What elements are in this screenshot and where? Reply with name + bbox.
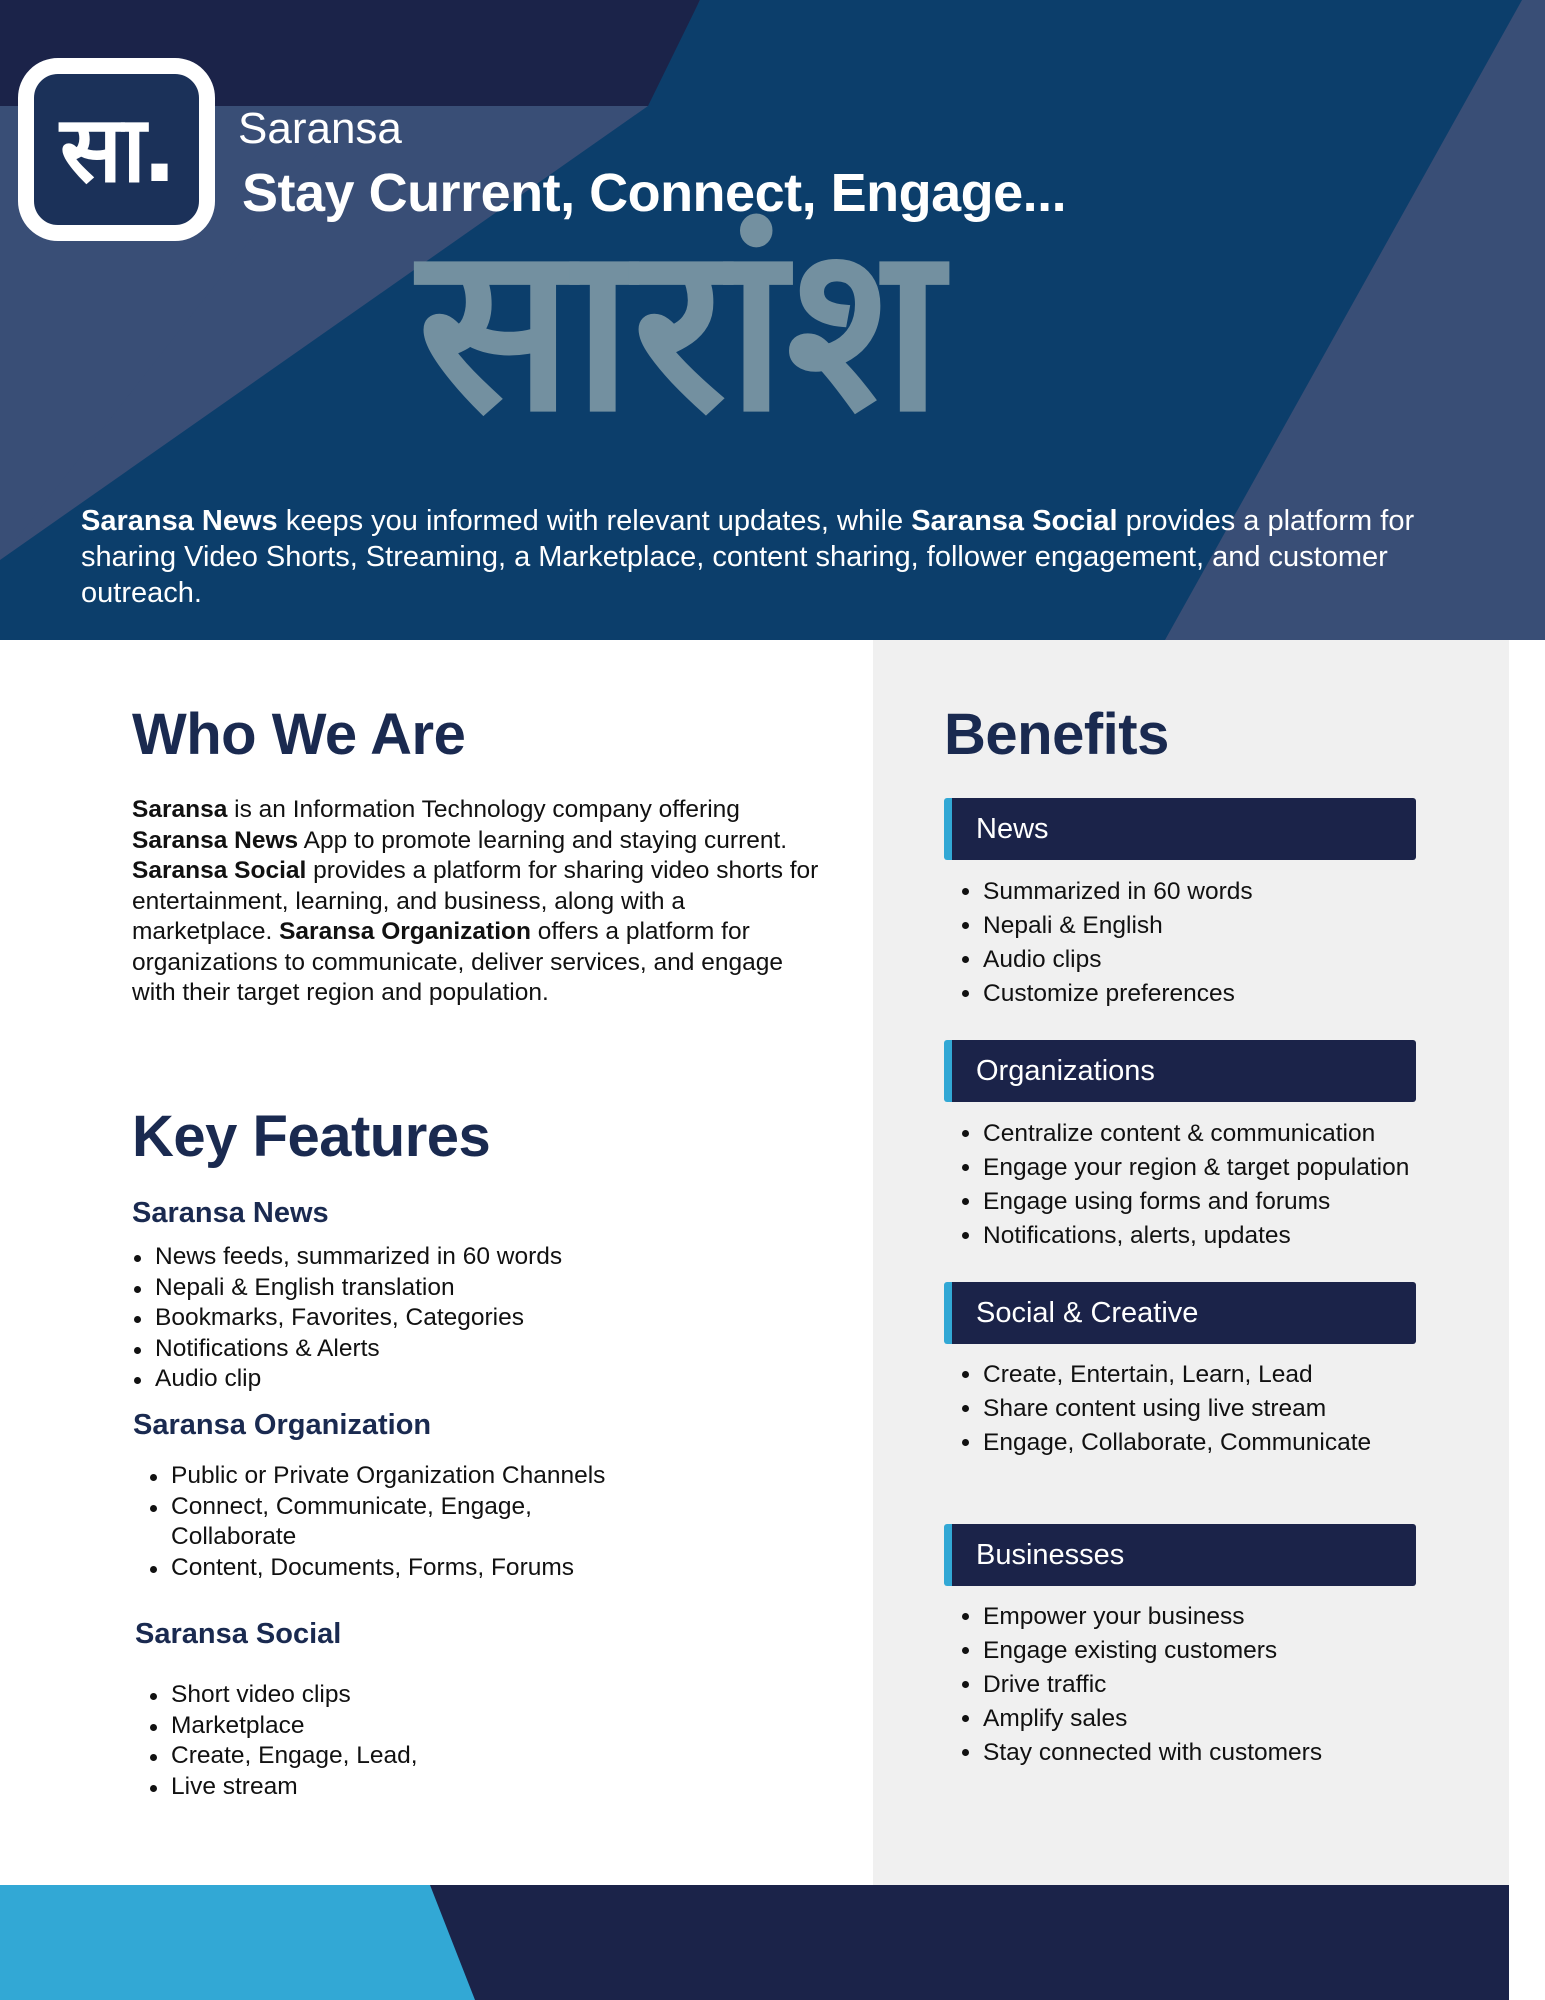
intro-bold-3: Saransa Social bbox=[911, 505, 1118, 537]
list-item: Drive traffic bbox=[958, 1668, 1498, 1702]
benefit-social-list bbox=[958, 1358, 1498, 1460]
list-item: Short video clips bbox=[146, 1680, 626, 1711]
wordmark: सारांश bbox=[417, 196, 943, 463]
list-item: Audio clip bbox=[130, 1364, 770, 1395]
benefit-news-list bbox=[958, 875, 1498, 1011]
brand-name: Saransa bbox=[238, 104, 402, 153]
list-item: Content, Documents, Forms, Forums bbox=[146, 1553, 626, 1584]
list-item: Notifications, alerts, updates bbox=[958, 1219, 1508, 1253]
intro-text-2: keeps you informed with relevant updates, while bbox=[277, 505, 912, 537]
who-bold-3: Saransa News bbox=[132, 826, 299, 854]
saransa-news-list bbox=[130, 1242, 770, 1395]
list-item: Engage using forms and forums bbox=[958, 1185, 1508, 1219]
logo bbox=[18, 58, 215, 241]
list-item: Amplify sales bbox=[958, 1702, 1498, 1736]
who-we-are-paragraph bbox=[132, 795, 822, 1009]
list-item: Notifications & Alerts bbox=[130, 1334, 770, 1365]
list-item: Share content using live stream bbox=[958, 1392, 1498, 1426]
list-item: Nepali & English translation bbox=[130, 1273, 770, 1304]
list-item: Empower your business bbox=[958, 1600, 1498, 1634]
benefit-news-bar: News bbox=[944, 798, 1416, 860]
list-item: Stay connected with customers bbox=[958, 1736, 1498, 1770]
benefit-organizations-list bbox=[958, 1117, 1508, 1253]
who-we-are-title: Who We Are bbox=[132, 702, 466, 767]
list-item: Audio clips bbox=[958, 943, 1498, 977]
saransa-social-list bbox=[146, 1680, 626, 1802]
header-banner bbox=[0, 0, 1545, 640]
saransa-news-heading: Saransa News bbox=[132, 1197, 329, 1229]
intro-bold-1: Saransa News bbox=[81, 505, 278, 537]
saransa-social-heading: Saransa Social bbox=[135, 1618, 342, 1650]
list-item: News feeds, summarized in 60 words bbox=[130, 1242, 770, 1273]
saransa-organization-list bbox=[146, 1461, 626, 1583]
footer-background bbox=[0, 1885, 1509, 2000]
key-features-title: Key Features bbox=[132, 1104, 491, 1169]
who-text-6: provides a platform for sharing video shorts for entertainment, learning, and business, along with a marketplace. bbox=[132, 857, 819, 945]
who-text-4: App to promote learning and staying current. bbox=[298, 826, 788, 854]
list-item: Engage, Collaborate, Communicate bbox=[958, 1426, 1498, 1460]
saransa-organization-heading: Saransa Organization bbox=[133, 1409, 432, 1441]
list-item: Engage your region & target population bbox=[958, 1151, 1508, 1185]
list-item: Centralize content & communication bbox=[958, 1117, 1508, 1151]
benefit-businesses-list bbox=[958, 1600, 1498, 1770]
logo-text: सा. bbox=[60, 95, 173, 203]
list-item: Customize preferences bbox=[958, 977, 1498, 1011]
list-item: Live stream bbox=[146, 1772, 626, 1803]
who-text-8: offers a platform for organizations to communicate, deliver services, and engage with their target region and population. bbox=[132, 918, 783, 1006]
who-bold-1: Saransa bbox=[132, 796, 228, 823]
list-item: Connect, Communicate, Engage, Collaborate bbox=[146, 1492, 626, 1553]
who-bold-5: Saransa Social bbox=[132, 857, 307, 884]
benefit-businesses-bar: Businesses bbox=[944, 1524, 1416, 1586]
intro-paragraph bbox=[81, 503, 1421, 611]
list-item: Create, Engage, Lead, bbox=[146, 1741, 626, 1772]
who-bold-7: Saransa Organization bbox=[279, 918, 531, 945]
list-item: Create, Entertain, Learn, Lead bbox=[958, 1358, 1498, 1392]
benefit-organizations-bar: Organizations bbox=[944, 1040, 1416, 1102]
list-item: Bookmarks, Favorites, Categories bbox=[130, 1303, 770, 1334]
list-item: Public or Private Organization Channels bbox=[146, 1461, 626, 1492]
tagline: Stay Current, Connect, Engage... bbox=[242, 163, 1067, 223]
benefits-title: Benefits bbox=[944, 702, 1169, 767]
who-text-2: is an Information Technology company offering bbox=[227, 796, 740, 823]
list-item: Nepali & English bbox=[958, 909, 1498, 943]
footer-band bbox=[0, 1885, 1509, 2000]
list-item: Summarized in 60 words bbox=[958, 875, 1498, 909]
benefit-social-bar: Social & Creative bbox=[944, 1282, 1416, 1344]
list-item: Engage existing customers bbox=[958, 1634, 1498, 1668]
intro-text-4: provides a platform for sharing Video Shorts, Streaming, a Marketplace, content sharing, follower engagement, and customer outreach. bbox=[81, 505, 1415, 609]
list-item: Marketplace bbox=[146, 1711, 626, 1742]
